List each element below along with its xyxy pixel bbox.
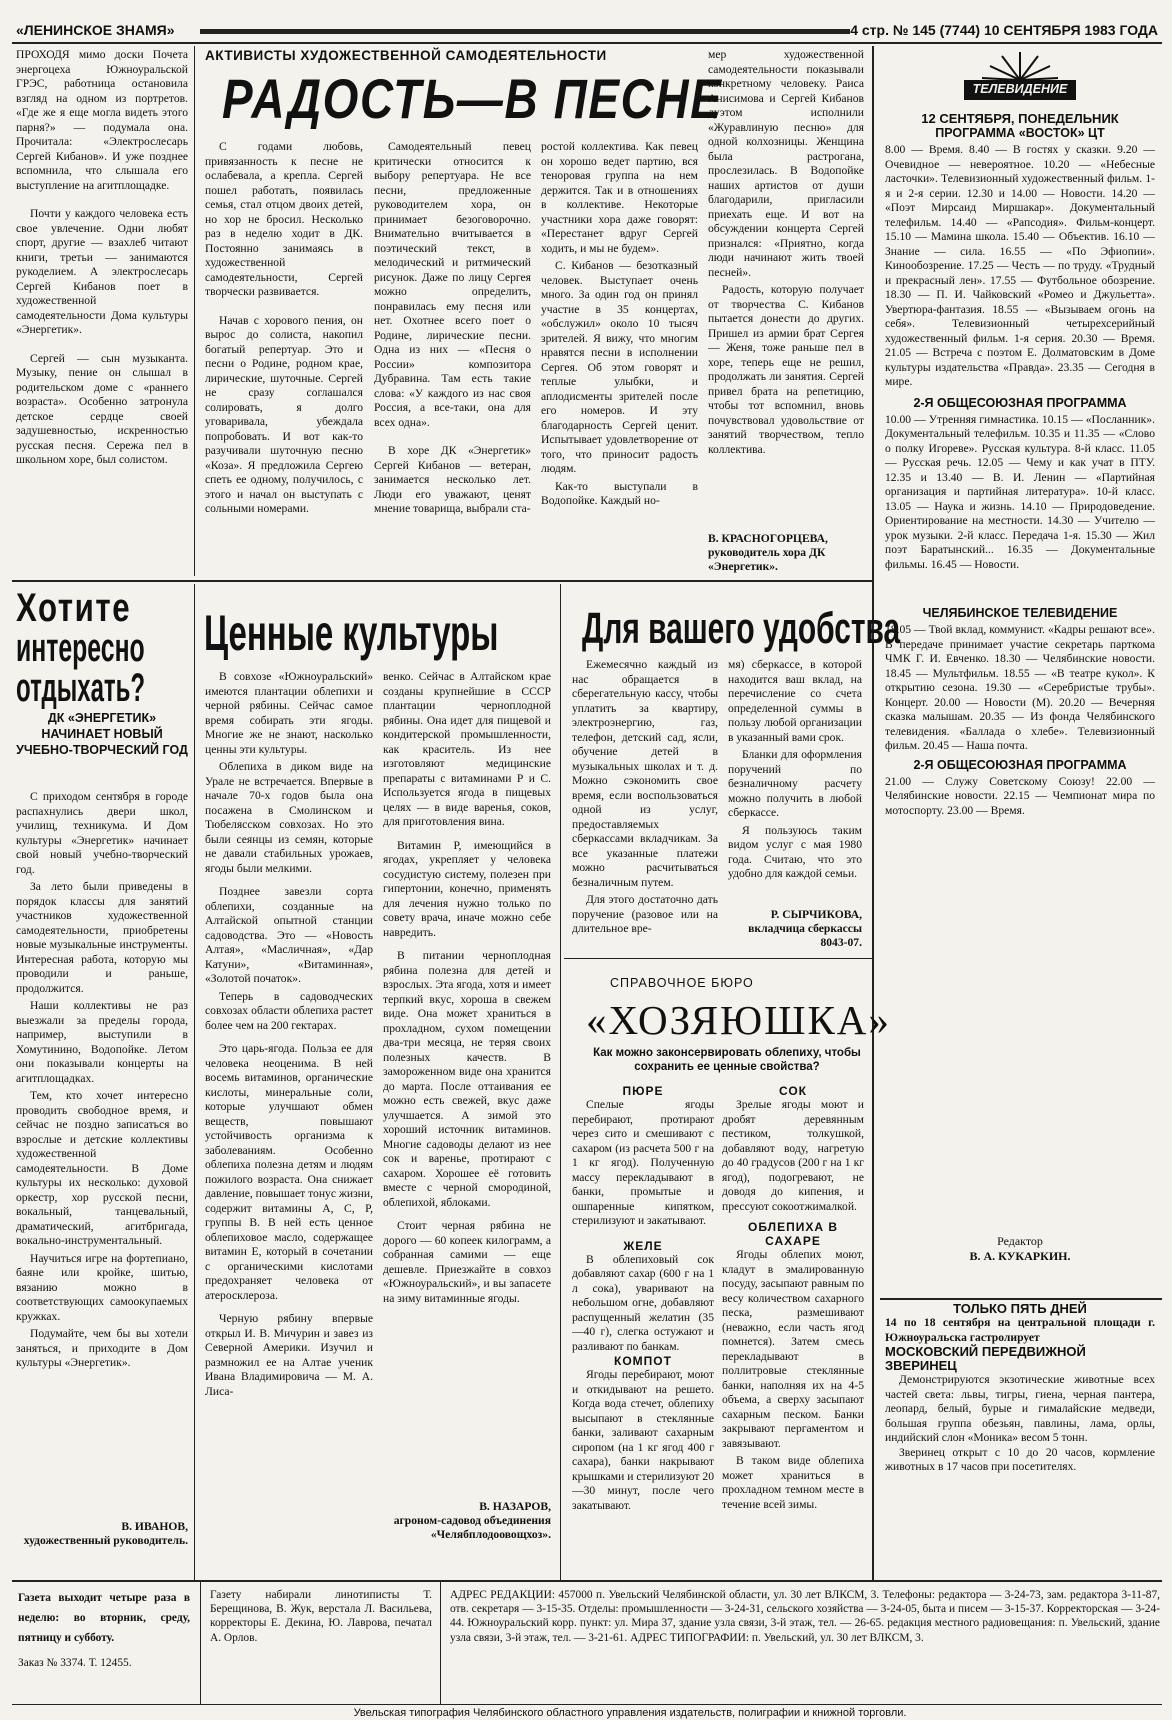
header-underline [12, 42, 1162, 44]
zoo-name: МОСКОВСКИЙ ПЕРЕДВИЖНОЙ ЗВЕРИНЕЦ [885, 1344, 1086, 1373]
author-role: агроном-садовод объединения «Челябплодоовощхоз». [393, 1514, 551, 1541]
author-name: В. ИВАНОВ, [121, 1520, 188, 1533]
column-rule [194, 584, 195, 1580]
article2-title [16, 588, 188, 708]
footer-rule [200, 1582, 201, 1704]
article2-subtitle: ДК «ЭНЕРГЕТИК» НАЧИНАЕТ НОВЫЙ УЧЕБНО-ТВОРЧЕСКИЙ ГОД [16, 711, 188, 757]
author-name: В. КРАСНОГОРЦЕВА, [708, 532, 828, 545]
paragraph: Радость, которую получает от творчества С. Кибанов пытается донести до других. Пришел из армии брат Сергея — Женя, тоже раньше пел в хоре, теперь еще не решил, продолжать ли занятия. Сергей привел брата на репетицию, чтобы тот вспомнил, вновь почувствовал удовольствие от занятий творчеством, тепло коллектива. [708, 283, 864, 456]
tv-prog1-text: 8.00 — Время. 8.40 — В гостях у сказки. 9.20 — Очевидное — невероятное. 10.20 — «Небесные ласточки». Телевизионный художественный фильм. 1-я и 2-я серии. 12.30 и 14.00 — Новости. 14.20 — «Поэт Мирсаид Миршакар». Документальный телефильм. 14.40 — «Рапсодия». Фильм-концерт. 15.10 — Мамина школа. 15.40 — Объектив. 16.10 — Знание — сила. 16.55 — «По Эфиопии». Кинообозрение. 17.25 — Честь — по труду. «Трудный и прекрасный лен». 17.55 — Футбольное обозрение. 18.30 — П. И. Чайковский «Ромео и Джульетта». Увертюра-фантазия. 18.55 — «Вызываем огонь на себя». Телевизионный четырехсерийный художественный фильм. 1-я серия. 20.30 — Время. 21.05 — Встреча с поэтом Е. Долматовским в Доме культуры издательства «Правда». 23.35 — Сегодня в мире. [885, 143, 1155, 388]
article2-signature [16, 1520, 188, 1548]
paragraph: Сергей — сын музыканта. Музыку, пение он слышал в родительском доме с «раннего возраста». Особенно затронула детское сердце своей задушевностью, искренностью русская песня. Сережа пел в школьном хоре, был солистом. [16, 351, 188, 466]
paragraph: Черную рябину впервые открыл И. В. Мичурин и завез из Северной Америки. Изучил и размножил ее на Алтае ученик Ивана Владимировича — М. А. Лиса- [205, 1312, 373, 1398]
paragraph: Теперь в садоводческих совхозах области облепиха растет более чем на 200 гектарах. [205, 989, 373, 1032]
paragraph: Витамин Р, имеющийся в ягодах, укрепляет у человека сосудистую систему, полезен при гипертонии, конечно, применять для лечения нужно только по совету врача, иначе можно себе навредить. [383, 838, 551, 939]
footer-schedule [18, 1588, 190, 1670]
section-rule [12, 580, 874, 582]
paragraph: Облепиха в диком виде на Урале не встречается. Впервые в начале 70-х годов была она посажена в Смолинском и Тюбелясском совхозах. Но это были сеянцы из семян, которые не давали стабильных урожаев, ягоды были мелкими. [205, 760, 373, 875]
paragraph: В питании черноплодная рябина полезна для детей и взрослых. Эта ягода, хотя и имеет терпкий вкус, хороша в свежем виде. Она может храниться в прохладном, сухом помещении два-три месяца, не теряя своих полезных качеств. В замороженном виде она хранится до марта. После оттаивания ее можно есть свежей, вкус даже улучшается. А зимой это хороший источник витаминов. Многие садоводы делают из нее сок и варенье, протирают с сахаром. Хорошее её готовить вместе с черной смородиной, облепихой, яблоками. [383, 949, 551, 1209]
footer-schedule-text: Газета выходит четыре раза в неделю: во вторник, среду, пятницу и субботу. [18, 1592, 190, 1644]
author-role: художественный руководитель. [23, 1534, 188, 1547]
paragraph: В совхозе «Южноуральский» имеются плантации облепихи и черной рябины. Сейчас самое время собирать эти ягоды. Многие же не знают, насколько ценны эти культуры. [205, 670, 373, 756]
sugar-text-2: В таком виде облепиха может храниться в прохладном темном месте в течение всей зимы. [722, 1454, 864, 1511]
paragraph: ростой коллектива. Как певец он хорошо ведет партию, вся теноровая группа на нем держится. Так и в отношениях в коллективе. Некоторые участники хора даже говорят: «Перестанет вдруг Сергей ходить, и мы не будем». [541, 140, 698, 255]
article5-rubric: СПРАВОЧНОЕ БЮРО [610, 976, 754, 990]
paragraph: С. Кибанов — безотказный человек. Выступает очень много. За один год он принял участие в 35 концертах, «обслужил» около 10 тысяч зрителей. Я вижу, что многим нравятся песни в исполнении Сергея. Об этом говорят и теплые улыбки, и аплодисменты зрителей после его номеров. И эту благодарность Сергей ценит. Испытывает удовлетворение от того, что приносит радость людям. [541, 259, 698, 475]
article1-title: РАДОСТЬ—В ПЕСНЕ [222, 67, 723, 130]
paragraph: Наши коллективы не раз выезжали за пределы города, например, выступили в Хомутинино, Водопойке. Летом они показывали концерты на агитплощадках. [16, 999, 188, 1085]
tv-logo-text: ТЕЛЕВИДЕНИЕ [972, 82, 1068, 96]
article1-signature [708, 532, 864, 574]
paragraph: Подумайте, чем бы вы хотели заняться, и приходите в Дом культуры «Энергетик». [16, 1327, 188, 1369]
article1-rubric: АКТИВИСТЫ ХУДОЖЕСТВЕННОЙ САМОДЕЯТЕЛЬНОСТИ [205, 48, 607, 63]
paragraph: Начав с хорового пения, он вырос до солиста, накопил богатый репертуар. Это и песни о Родине, родном крае, лирические, шуточные. Сергей не сразу соглашался солировать, я долго уговаривала, убеждала попробовать. И вот как-то разучивали шуточную песню «Коза». Я предложила Сергею спеть ее одному, получилось, с этого и начал он выступать с сольными номерами. [205, 313, 363, 515]
jelly-text: В облепиховый сок добавляют сахар (600 г на 1 л сока), уваривают на небольшом огне, добавляют распущенный желатин (35—40 г), слегка остужают и разливают по банкам. [572, 1252, 714, 1353]
article1-col5 [708, 48, 864, 528]
puree-title: ПЮРЕ [622, 1084, 664, 1098]
tv-prog3-title: 2-Я ОБЩЕСОЮЗНАЯ ПРОГРАММА [913, 757, 1127, 772]
paragraph: мя) сберкассе, в которой находится ваш вклад, на перечисление со счета определенной суммы в пользу любой организации в указанный вами срок. [728, 658, 862, 744]
paragraph: Для этого достаточно дать поручение (разовое или на длительное вре- [572, 893, 718, 935]
article5-question: Как можно законсервировать облепиху, чтобы сохранить ее ценные свойства? [593, 1047, 861, 1073]
tv-antenna-icon [960, 48, 1080, 106]
juice-title: СОК [778, 1084, 808, 1098]
tv-local-title: ЧЕЛЯБИНСКОЕ ТЕЛЕВИДЕНИЕ [922, 606, 1118, 620]
author-role: вкладчица сберкассы 8043-07. [748, 922, 862, 949]
article4-col1 [572, 658, 718, 948]
footer-address: АДРЕС РЕДАКЦИИ: 457000 п. Увельский Челябинской области, ул. 30 лет ВЛКСМ, 3. Телефоны: редактора — 3-24-73, зам. редактора 3-11-87, отв. секретаря — 3-15-35. Отделы: промышленности — 3-24-31, сельского хозяйства — 3-24-05, быта и писем — 3-15-37. Корректорская — 3-24-44. Южноуральский корр. пункт: ул. Мира 37, здание узла связи, 3-й этаж, тел. — 26-65. редакция местного радиовещания: п. Увельский, здание узла связи, 3-й этаж, тел. — 3-21-61. АДРЕС ТИПОГРАФИИ: п. Увельский, ул. 30 лет ВЛКСМ, 3. [450, 1589, 1160, 1644]
article1-col4 [541, 140, 698, 572]
paragraph: ПРОХОДЯ мимо доски Почета энергоцеха Южноуральской ГРЭС, работница остановила взгляд на одном из портретов. «Где же я еще могла видеть этого парня?» — подумала она. Прочитала: «Электрослесарь Сергей Кибанов». И уже позднее вспомнила, что слышала его выступление на агитплощадке. [16, 48, 188, 192]
article1-col2 [205, 140, 363, 572]
paragraph: Позднее завезли сорта облепихи, созданные на Алтайской опытной станции садоводства. Это — «Новость Алтая», «Масличная», «Дар Катуни», «Витаминная», «Золотой початок». [205, 885, 373, 985]
article5-col1 [572, 1084, 714, 1513]
article2-body [16, 790, 188, 1510]
paragraph: Ежемесячно каждый из нас обращается в сберегательную кассу, чтобы уплатить за квартиру, электроэнергию, газ, телефон, детский сад, ясли, обучение детей в музыкальных школах и т. д. Можно сэкономить свое время, если воспользоваться одной из услуг, предоставляемых сберкассами вкладчикам. За все указанные платежи можно расчитываться безналичным путем. [572, 658, 718, 889]
paragraph: Почти у каждого человека есть свое увлечение. Одни любят спорт, другие — взахлеб читают книги, третьи — занимаются рукоделием. А электрослесарь Сергей Кибанов поет в художественной самодеятельности Дома культуры «Энергетик». [16, 207, 188, 336]
paragraph: Бланки для оформления поручений по безналичному расчету можно получить в любой сберкассе. [728, 748, 862, 819]
paragraph: Это царь-ягода. Польза ее для человека неоценима. В ней восемь витаминов, органические кислоты, минеральные соли, которые улучшают обмен веществ, повышают устойчивость организма к заболеваниям. Особенно облепиха полезна детям и людям пожилого возраста. Она снижает давление, повышает тонус жизни, содержит витамины А, С, Р, группы В. В ней есть ценное облепиховое масло, содержащее витамин Е, который в сочетании с органическими кислотами предохраняет человека от атеросклероза. [205, 1042, 373, 1302]
paragraph: венко. Сейчас в Алтайском крае созданы крупнейшие в СССР плантации черноплодной рябины. Она идет для пищевой и кондитерской промышленности, как краситель. Из нее изготовляют медицинские препараты с витаминами Р и С. Используется ягода в пищевых целях — в виде варенья, соков, для приготовления вина. [383, 670, 551, 828]
author-name: В. НАЗАРОВ, [479, 1500, 551, 1513]
zoo-ad [885, 1302, 1155, 1475]
tv-program [885, 112, 1155, 818]
article3-signature [383, 1500, 551, 1542]
juice-text: Зрелые ягоды моют и дробят деревянным пестиком, толкушкой, добавляют воду, нагретую до 40 градусов (200 г на 1 кг ягод), подогревают, не доводя до кипения, и прессуют сокоотжималкой. [722, 1098, 864, 1213]
newspaper-name: «ЛЕНИНСКОЕ ЗНАМЯ» [16, 22, 175, 38]
editor-block [885, 1234, 1155, 1264]
editor-rule [880, 1298, 1162, 1300]
paragraph: мер художественной самодеятельности показывали конкретному человеку. Раиса Анисимова и Сергей Кибанов дуэтом исполнили «Журавлиную песню» для одной колхозницы. Женщина была растрогана, прослезилась. В Водопойке наших артистов от души благодарили, пригласили приехать еще. И вот на обсуждении концерта Сергей признался: «Приятно, когда люди начинают жить твоей песней». [708, 48, 864, 279]
article2-title-line3: отдыхать? [16, 666, 146, 710]
paragraph: Самодеятельный певец критически относится к выбору репертуара. Не все песни, предложенные руководителем хора, он принимает безоговорочно. Внимательно вчитывается в поэтический текст, в мелодический и ритмический рисунок. Даже по лицу Сергея можно определить, понравилась ему песня или нет. Охотнее всего поет о Родине, лирические песни. Одна из них — «Песня о России» композитора Дубравина. Там есть такие слова: «У каждого из нас своя Россия, а все-таки, она для всех одна». [374, 140, 531, 429]
editor-label: Редактор [997, 1234, 1043, 1248]
sugar-title: ОБЛЕПИХА В САХАРЕ [747, 1220, 838, 1248]
paragraph: Как-то выступали в Водопойке. Каждый но- [541, 479, 698, 507]
tv-logo [960, 48, 1080, 106]
tv-prog2-title: 2-Я ОБЩЕСОЮЗНАЯ ПРОГРАММА [913, 395, 1127, 410]
article3-title: Ценные культуры [204, 605, 499, 661]
tv-column-rule [872, 46, 874, 1581]
footer-printer: Увельская типография Челябинского областного управления издательств, полиграфии и книжной торговли. [353, 1707, 907, 1719]
article1-col3 [374, 140, 531, 572]
footer-rule [440, 1582, 441, 1704]
article4-signature [728, 908, 862, 950]
compote-title: КОМПОТ [614, 1354, 672, 1368]
zoo-hours: Зверинец открыт с 10 до 20 часов, кормление животных в 17 часов при посетителях. [885, 1445, 1155, 1473]
editor-name: В. А. КУКАРКИН. [969, 1249, 1071, 1263]
paragraph: Стоит черная рябина не дорого — 60 копеек килограмм, а собранная самими — еще дешевле. Приезжайте в совхоз «Южноуральский», и вы запасете на зиму витаминные ягоды. [383, 1219, 551, 1305]
footer-order: Заказ № 3374. Т. 12455. [18, 1657, 132, 1669]
paragraph: Научиться игре на фортепиано, баяне или кройке, шитью, вязанию можно в соответствующих самоокупаемых кружках. [16, 1251, 188, 1323]
paragraph: Я пользуюсь таким видом услуг с мая 1980 года. Считаю, что это удобно для каждой семьи. [728, 823, 862, 880]
compote-text: Ягоды перебирают, моют и откидывают на решето. Когда вода стечет, облепиху высыпают в стеклянные банки, заливают сахарным сиропом (на 1 кг ягод 400 г сахара), банки накрывают крышками и стерилизуют 20—30 минут, после чего закатывают. [572, 1368, 714, 1512]
article5-title: «ХОЗЯЮШКА» [586, 997, 891, 1043]
author-name: Р. СЫРЧИКОВА, [770, 908, 862, 921]
column-rule [194, 46, 195, 576]
tv-prog3-text: 21.00 — Служу Советскому Союзу! 22.00 — Челябинские новости. 22.15 — Чемпионат мира по мотоспорту. 23.00 — Время. [885, 774, 1155, 817]
zoo-text: Демонстрируются экзотические животные всех частей света: львы, тигры, гиена, черная пантера, леопард, белый, бурые и гималайские медведи, большая группа обезьян, павлины, лама, орлы, индийский слон «Моника» весом 5 тонн. [885, 1373, 1155, 1444]
section-rule [564, 958, 872, 959]
author-role: руководитель хора ДК «Энергетик». [708, 546, 826, 573]
tv-prog1-title: ПРОГРАММА «ВОСТОК» ЦТ [935, 126, 1105, 140]
footer-rule-top [12, 1580, 1162, 1582]
paragraph: Тем, кто хочет интересно проводить свободное время, и сейчас не поздно записаться во взрослые и детские коллективы художественной самодеятельности. В Доме культуры их несколько: духовой оркестр, хор русской песни, вокальный, танцевальный, драматический, агитбригада, вокально-инструментальный. [16, 1089, 188, 1247]
header-rule [200, 29, 850, 34]
paragraph: В хоре ДК «Энергетик» Сергей Кибанов — ветеран, занимается несколько лет. Люди его уважают, ценят мнение товарища, выбрали ста- [374, 444, 531, 515]
footer-rule-bottom [12, 1704, 1162, 1705]
paragraph: С годами любовь, привязанность к песне не ослабевала, а крепла. Сергей пошел работать, появилась семья, стал отцом двоих детей, но хор не бросил. Несколько раз в неделю ходит в ДК. Постоянно занимаясь в художественной самодеятельности, Сергей творчески развивается. [205, 140, 363, 298]
article5-col2 [722, 1084, 864, 1512]
article2-title-line1: Хотите [16, 586, 132, 630]
article4-col2 [728, 658, 862, 903]
sugar-text: Ягоды облепих моют, кладут в эмалированную посуду, засыпают равным по весу количеством сахарного песка, размешивают (неважно, если часть ягод помнется). Затем смесь перекладывают в поллитровые стеклянные банки, наполняя их на 4-5 объема, а сверху засыпают сахарным песком. Банки закрывают пергаментом и завязывают. [722, 1248, 864, 1450]
tv-local-text: 18.05 — Твой вклад, коммунист. «Кадры решают все». В передаче принимает участие секретарь парткома ЧМК Г. И. Евченко. 18.30 — Челябинские новости. 18.45 — Мультфильм. 18.55 — «В театре кукол». К открытию сезона. 19.30 — «Серебристые трубы». Концерт. 20.00 — Новости (М). 20.20 — Вечерняя сказка малышам. 20.35 — Из фонда Челябинского телевидения. «Баллада о хлебе». Телевизионный фильм. 20.45 — Наша почта. [885, 623, 1155, 752]
article3-col2 [383, 670, 551, 1490]
column-rule [560, 584, 561, 1580]
puree-text: Спелые ягоды перебирают, протирают через сито и смешивают с сахаром (из расчета 500 г на 1 кг ягод). Полученную массу перекладывают в банки, промытые и ошпаренные кипятком, стерилизуют и закатывают. [572, 1098, 714, 1227]
zoo-intro: 14 по 18 сентября на центральной площади г. Южноуральска гастролирует [885, 1316, 1155, 1344]
footer-typeset: Газету набирали линотиписты Т. Берещинова, В. Жук, верстала Л. Васильева, корректоры Е. Декина, Ю. Лаврова, печатал А. Орлов. [210, 1589, 432, 1644]
jelly-title: ЖЕЛЕ [623, 1238, 663, 1253]
paragraph: За лето были приведены в порядок классы для занятий участников художественной самодеятельности, приобретены новые музыкальные инструменты. Интересная работа, которую мы проводили и раньше, продолжится. [16, 880, 188, 995]
article4-title: Для вашего удобства [582, 604, 901, 653]
zoo-title: ТОЛЬКО ПЯТЬ ДНЕЙ [953, 1301, 1087, 1316]
tv-day-title: 12 СЕНТЯБРЯ, ПОНЕДЕЛЬНИК [921, 111, 1119, 126]
issue-info: 4 стр. № 145 (7744) 10 СЕНТЯБРЯ 1983 ГОДА [850, 22, 1158, 38]
paragraph: С приходом сентября в городе распахнулись двери школ, училищ, техникума. И Дом культуры «Энергетик» начинает свой новый учебно-творческий год. [16, 790, 188, 876]
tv-prog2-text: 10.00 — Утренняя гимнастика. 10.15 — «Посланник». Документальный телефильм. 10.35 и 11.35 — «Слово о полку Игореве». Русская культура. 8-й класс. 11.05 — Русская речь. 12.05 — Чему и как учат в ПТУ. 12.35 и 13.40 — В. И. Ленин — «Партийная организация и партийная литература». 10-й класс. 13.05 — Наука и жизнь. 14.10 — Природоведение. Ориентирование на местности. 14.30 — Учителю — урок музыки. 2-й класс. Передача 1-я. 15.30 — Жил поэт Баратынский... 16.35 — Документальные фильмы. 16.45 — Новости. [885, 412, 1155, 571]
article2-title-line2: интересно [16, 626, 145, 670]
article3-col1 [205, 670, 373, 1550]
article1-col1 [16, 48, 188, 568]
